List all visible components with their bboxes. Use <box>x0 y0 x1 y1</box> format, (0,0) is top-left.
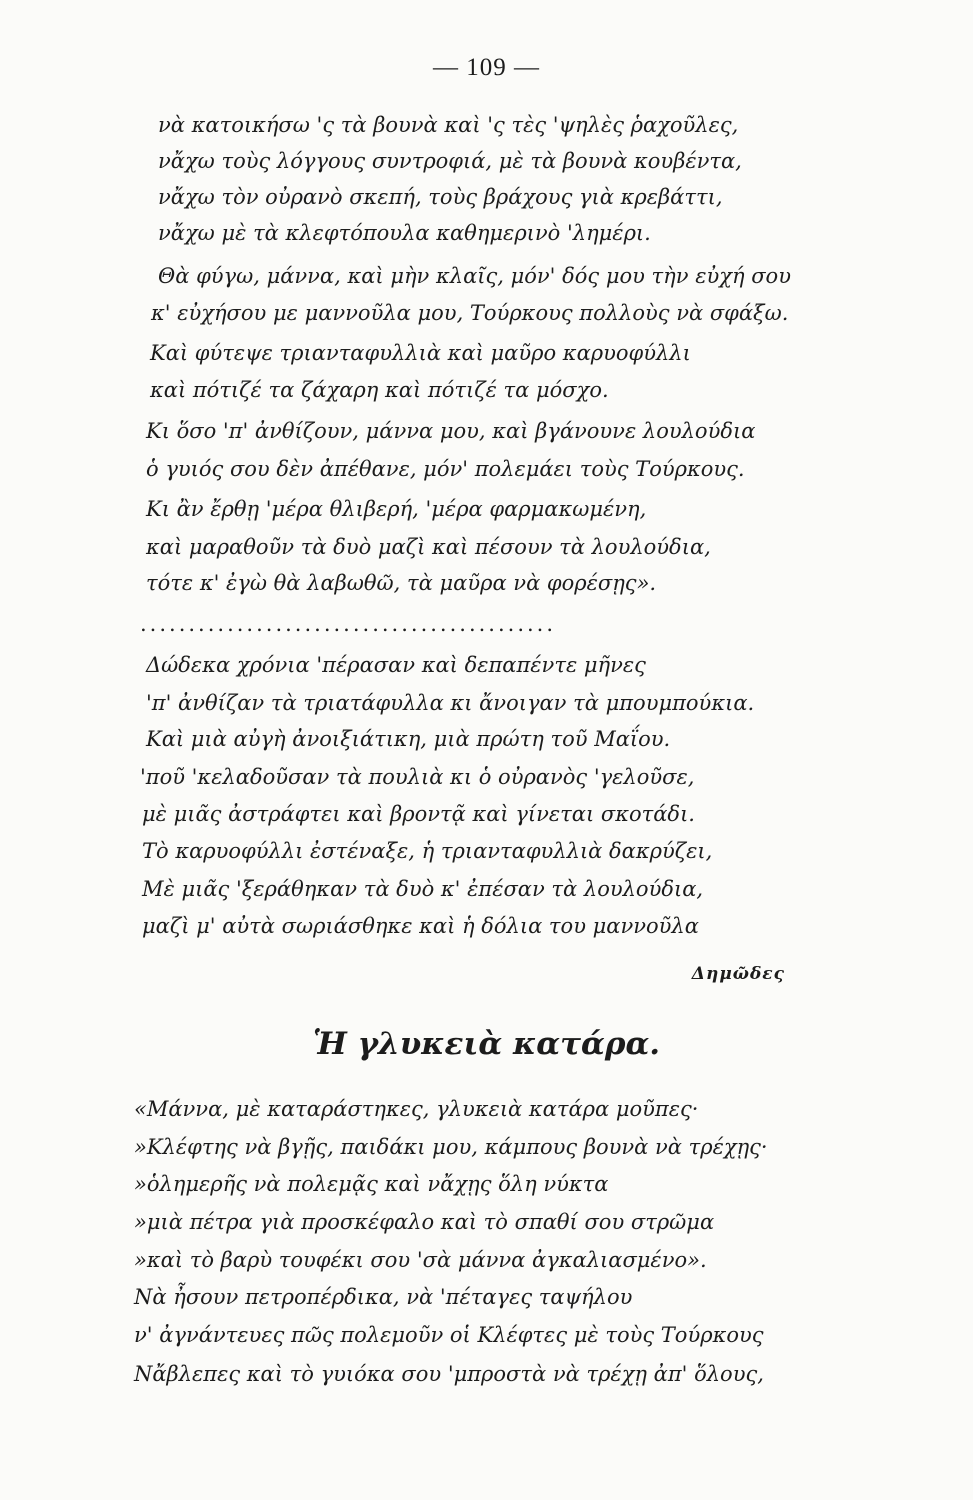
poem-line: νὰ κατοικήσω 'ς τὰ βουνὰ καὶ 'ς τὲς 'ψηλὲς ῥαχοῦλες, <box>158 113 739 137</box>
poem-line: Νἄβλεπες καὶ τὸ γυιόκα σου 'μπροστὰ νὰ τρέχῃ ἀπ' ὅλους, <box>134 1362 764 1386</box>
poem-line: »μιὰ πέτρα γιὰ προσκέφαλο καὶ τὸ σπαθί σου στρῶμα <box>134 1210 715 1234</box>
poem-line: νἄχω τοὺς λόγγους συντροφιά, μὲ τὰ βουνὰ κουβέντα, <box>158 149 742 173</box>
poem-line: νἄχω τὸν οὐρανὸ σκεπή, τοὺς βράχους γιὰ κρεβάττι, <box>158 185 723 209</box>
poem-line: 'π' ἀνθίζαν τὰ τριατάφυλλα κι ἄνοιγαν τὰ μπουμπούκια. <box>146 691 755 715</box>
poem-line: ν' ἀγνάντευες πῶς πολεμοῦν οἱ Κλέφτες μὲ τοὺς Τούρκους <box>134 1323 764 1347</box>
poem-line: καὶ μαραθοῦν τὰ δυὸ μαζὶ καὶ πέσουν τὰ λουλούδια, <box>146 535 711 559</box>
poem-title: Ἡ γλυκειὰ κατάρα. <box>312 1026 661 1062</box>
poem-line: καὶ πότιζέ τα ζάχαρη καὶ πότιζέ τα μόσχο. <box>150 378 609 402</box>
poem-line: Κι ὅσο 'π' ἀνθίζουν, μάννα μου, καὶ βγάνουνε λουλούδια <box>146 419 756 443</box>
poem-line: νἄχω μὲ τὰ κλεφτόπουλα καθημερινὸ 'λημέρι. <box>158 221 651 245</box>
poem-line: κ' εὐχήσου με μαννοῦλα μου, Τούρκους πολλοὺς νὰ σφάξω. <box>151 301 789 325</box>
poem-line: «Μάννα, μὲ καταράστηκες, γλυκειὰ κατάρα μοῦπες· <box>134 1097 699 1121</box>
poem-line: Θὰ φύγω, μάννα, καὶ μὴν κλαῖς, μόν' δός μου τὴν εὐχή σου <box>158 264 791 288</box>
page-number: — 109 — <box>433 54 540 81</box>
poem-line: ὁ γυιός σου δὲν ἀπέθανε, μόν' πολεμάει τοὺς Τούρκους. <box>146 457 745 481</box>
poem-line: Τὸ καρυοφύλλι ἐστέναξε, ἡ τριανταφυλλιὰ δακρύζει, <box>142 839 713 863</box>
poem-line: Νὰ ἦσουν πετροπέρδικα, νὰ 'πέταγες ταψήλου <box>134 1285 633 1309</box>
poem-line: Δώδεκα χρόνια 'πέρασαν καὶ δεπαπέντε μῆνες <box>146 653 646 677</box>
poem-line: »ὁλημερῆς νὰ πολεμᾷς καὶ νἄχῃς ὅλη νύκτα <box>134 1172 609 1196</box>
ellipsis-separator: ........................................... <box>140 612 557 636</box>
poem-line: μαζὶ μ' αὐτὰ σωριάσθηκε καὶ ἡ δόλια του μαννοῦλα <box>142 914 699 938</box>
poem-line: Κι ἂν ἔρθῃ 'μέρα θλιβερή, 'μέρα φαρμακωμένη, <box>146 497 647 521</box>
poem-line: »Κλέφτης νὰ βγῇς, παιδάκι μου, κάμπους βουνὰ νὰ τρέχῃς· <box>134 1135 768 1159</box>
attribution: Δημῶδες <box>691 964 785 984</box>
poem-line: Μὲ μιᾶς 'ξεράθηκαν τὰ δυὸ κ' ἐπέσαν τὰ λουλούδια, <box>142 877 704 901</box>
poem-line: »καὶ τὸ βαρὺ τουφέκι σου 'σὰ μάννα ἀγκαλιασμένο». <box>134 1248 707 1272</box>
poem-line: Καὶ μιὰ αὐγὴ ἀνοιξιάτικη, μιὰ πρώτη τοῦ Μαΐου. <box>146 727 671 751</box>
poem-line: μὲ μιᾶς ἀστράφτει καὶ βροντᾷ καὶ γίνεται σκοτάδι. <box>142 802 695 826</box>
poem-line: Καὶ φύτεψε τριανταφυλλιὰ καὶ μαῦρο καρυοφύλλι <box>150 341 691 365</box>
poem-line: τότε κ' ἐγὼ θὰ λαβωθῶ, τὰ μαῦρα νὰ φορέσῃς». <box>146 571 657 595</box>
poem-line: 'ποῦ 'κελαδοῦσαν τὰ πουλιὰ κι ὁ οὐρανὸς 'γελοῦσε, <box>140 765 695 789</box>
